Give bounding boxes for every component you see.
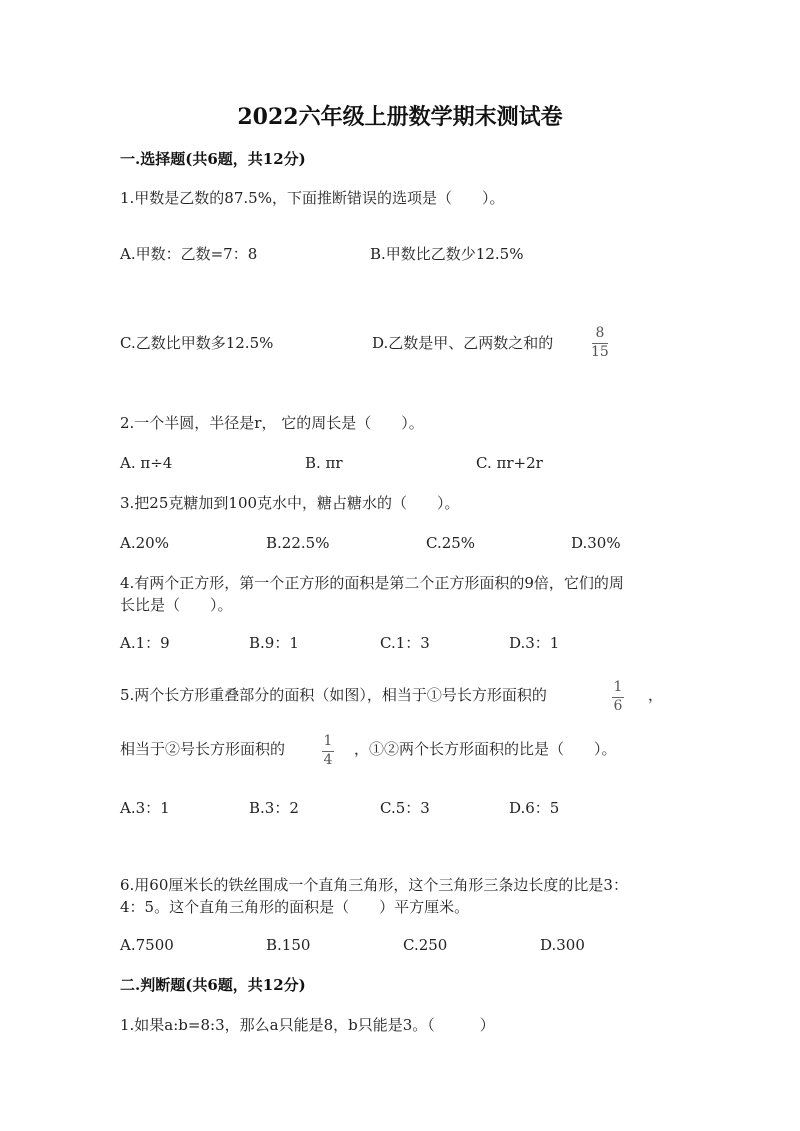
q5-fraction-one-quarter bbox=[322, 734, 334, 768]
q3-stem: 3.把25克糖加到100克水中，糖占糖水的（ ）。 bbox=[120, 494, 460, 512]
q5-option-b: B.3：2 bbox=[249, 799, 299, 817]
q5-option-a: A.3：1 bbox=[120, 799, 170, 817]
fraction-denominator: 4 bbox=[323, 752, 333, 768]
q5-stem-line2b: ，①②两个长方形面积的比是（ ）。 bbox=[354, 740, 617, 758]
q6-option-c: C.250 bbox=[403, 936, 448, 954]
q4-option-a: A.1：9 bbox=[120, 634, 170, 652]
q4-stem-line1: 4.有两个正方形，第一个正方形的面积是第二个正方形面积的9倍，它们的周 bbox=[120, 574, 624, 592]
q4-stem-line2: 长比是（ ）。 bbox=[120, 596, 233, 614]
q6-option-d: D.300 bbox=[540, 936, 585, 954]
q5-comma: ， bbox=[648, 686, 664, 704]
q4-option-b: B.9：1 bbox=[249, 634, 299, 652]
q1-option-b: B.甲数比乙数少12.5% bbox=[370, 245, 524, 263]
q3-option-c: C.25% bbox=[426, 534, 476, 552]
q6-stem-line1: 6.用60厘米长的铁丝围成一个直角三角形，这个三角形三条边长度的比是3： bbox=[120, 876, 628, 894]
fraction-denominator: 6 bbox=[613, 698, 623, 714]
q5-option-c: C.5：3 bbox=[380, 799, 430, 817]
q1-option-a: A.甲数：乙数=7：8 bbox=[120, 245, 258, 263]
q1-option-d-fraction bbox=[591, 326, 609, 360]
q3-option-d: D.30% bbox=[571, 534, 621, 552]
q5-stem-line1: 5.两个长方形重叠部分的面积（如图），相当于①号长方形面积的 bbox=[120, 686, 547, 704]
q2-option-c: C. πr+2r bbox=[476, 454, 543, 472]
q6-option-b: B.150 bbox=[266, 936, 311, 954]
section-heading-choice: 一.选择题(共6题，共12分) bbox=[120, 150, 306, 168]
fraction-denominator: 15 bbox=[591, 344, 609, 360]
section-heading-true-false: 二.判断题(共6题，共12分) bbox=[120, 976, 306, 994]
fraction-numerator: 1 bbox=[323, 733, 333, 749]
q6-stem-line2: 4：5。这个直角三角形的面积是（ ）平方厘米。 bbox=[120, 898, 470, 916]
q2-option-a: A. π÷4 bbox=[120, 454, 173, 472]
q2-stem: 2.一个半圆，半径是r， 它的周长是（ ）。 bbox=[120, 414, 424, 432]
q5-fraction-one-sixth bbox=[612, 680, 624, 714]
q3-option-a: A.20% bbox=[120, 534, 169, 552]
q4-option-c: C.1：3 bbox=[380, 634, 430, 652]
page-title: 2022六年级上册数学期末测试卷 bbox=[237, 104, 563, 130]
q1-option-c: C.乙数比甲数多12.5% bbox=[120, 334, 274, 352]
q5-stem-line2a: 相当于②号长方形面积的 bbox=[120, 740, 286, 758]
fraction-numerator: 1 bbox=[613, 679, 623, 695]
q2-option-b: B. πr bbox=[305, 454, 343, 472]
q1-stem: 1.甲数是乙数的87.5%，下面推断错误的选项是（ ）。 bbox=[120, 189, 505, 207]
q1-option-d: D.乙数是甲、乙两数之和的 bbox=[372, 334, 554, 352]
q6-option-a: A.7500 bbox=[120, 936, 174, 954]
q4-option-d: D.3：1 bbox=[509, 634, 560, 652]
s2-q1-stem: 1.如果a:b=8:3，那么a只能是8，b只能是3。（ ） bbox=[120, 1016, 495, 1034]
q3-option-b: B.22.5% bbox=[266, 534, 330, 552]
fraction-numerator: 8 bbox=[595, 325, 605, 341]
q5-option-d: D.6：5 bbox=[509, 799, 560, 817]
